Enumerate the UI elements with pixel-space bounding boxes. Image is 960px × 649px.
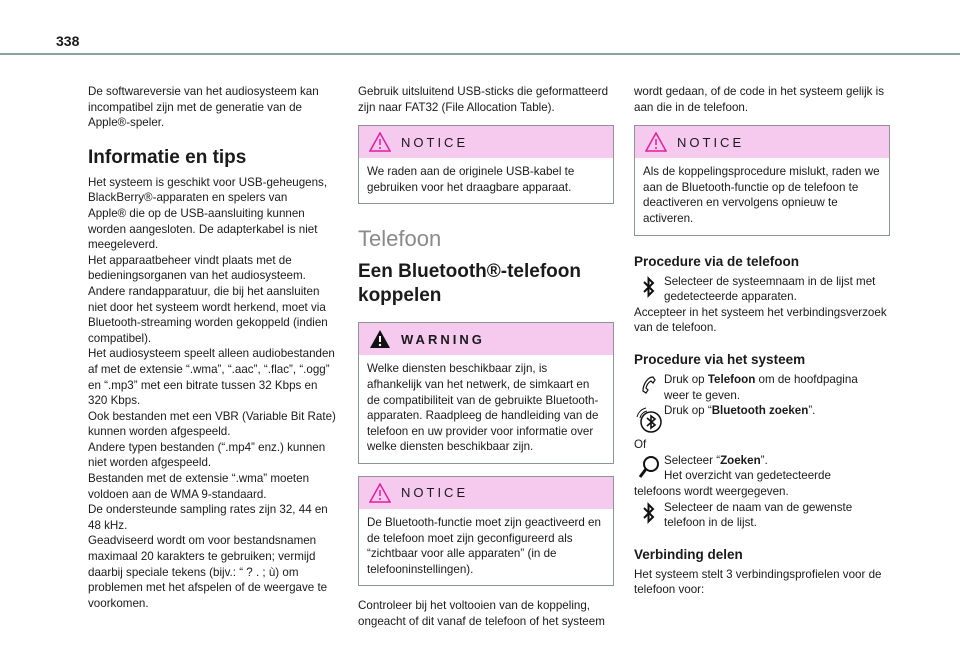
notice-box xyxy=(634,125,890,235)
step-text: Druk op “ xyxy=(664,404,712,418)
phone-handset-icon xyxy=(640,374,658,396)
notice-box xyxy=(358,476,614,586)
notice-icon xyxy=(369,483,391,503)
system-step-4: Selecteer de naam van de gewenste telefoon in de lijst. xyxy=(664,500,853,530)
notice-title: NOTICE xyxy=(677,134,745,150)
heading-procedure-systeem: Procedure via het systeem xyxy=(634,351,806,367)
section-title-telefoon: Telefoon xyxy=(358,226,442,252)
step-bold: Telefoon xyxy=(707,372,756,386)
column-right xyxy=(634,84,904,598)
column-middle xyxy=(358,84,628,630)
header-rule xyxy=(0,53,960,55)
notice-text: Als de koppelingsprocedure mislukt, raden we aan de Bluetooth-functie op de telefoon te deactiveren en vervolgens opnieuw te activeren. xyxy=(643,165,880,225)
koppeling-paragraph: Controleer bij het voltooien van de koppeling, ongeacht of dit vanaf de telefoon of het systeem xyxy=(358,599,605,628)
system-step-1 xyxy=(664,372,858,403)
system-step-2 xyxy=(664,403,815,419)
bluetooth-search-icon xyxy=(634,405,664,435)
step-bold: Zoeken xyxy=(720,453,761,467)
heading-informatie: Informatie en tips xyxy=(88,146,247,168)
warning-box xyxy=(358,322,614,464)
or-label: Of xyxy=(634,438,647,452)
heading-bluetooth-koppelen: Een Bluetooth®-telefoon koppelen xyxy=(358,261,581,307)
step-text: Selecteer “ xyxy=(664,453,721,467)
bluetooth-icon xyxy=(643,502,655,524)
notice-text: De Bluetooth-functie moet zijn geactiveerd en de telefoon moet zijn geconfigureerd als “zichtbaar voor alle apparaten” (in de telefooninstellingen). xyxy=(367,515,601,576)
warning-text: Welke diensten beschikbaar zijn, is afhankelijk van het netwerk, de simkaart en de compatibiliteit van de gebruikte Bluetooth- apparaten. Raadpleeg de handleiding van de telefoon en uw provider voor informatie over welke diensten beschikbaar zijn. xyxy=(367,362,599,454)
step-text: om de hoofdpagina weer te geven. xyxy=(664,372,858,402)
step-text: ”. Het overzicht van gedetecteerde xyxy=(664,453,831,483)
page-number: 338 xyxy=(56,33,80,49)
step-text: ”. xyxy=(808,404,816,418)
notice-icon xyxy=(645,132,667,152)
info-paragraph: Het systeem is geschikt voor USB-geheugens, BlackBerry®-apparaten en spelers van Apple® die op de USB-aansluiting kunnen worden aangesloten. De adapterkabel is niet meegeleverd. Het apparaatbeheer vindt plaats met de bedieningsorganen van het audiosysteem. Andere randapparatuur, die bij het aansluiten niet door het systeem wordt herkend, moet via Bluetooth-streaming worden gekoppeld (indien compatibel). Het audiosysteem speelt alleen audiobestanden af met de extensie “.wma”, “.aac”, “.flac”, “.ogg” en “.mp3” met een bitrate tussen 32 Kbps en 320 Kbps. Ook bestanden met een VBR (Variable Bit Rate) kunnen worden afgespeeld. Andere typen bestanden (“.mp4” enz.) kunnen niet worden afgespeeld. Bestanden met de extensie “.wma” moeten voldoen aan de WMA 9-standaard. De ondersteunde sampling rates zijn 32, 44 en 48 kHz. Geadviseerd wordt om voor bestandsnamen maximaal 20 karakters te gebruiken; vermijd daarbij speciale tekens (bijv.: “ ? . ; ù) om problemen met het afspelen of de weergave te voorkomen. xyxy=(88,175,336,610)
notice-icon xyxy=(369,132,391,152)
usb-paragraph: Gebruik uitsluitend USB-sticks die geformatteerd zijn naar FAT32 (File Allocation Table). xyxy=(358,85,609,114)
phone-paragraph: Accepteer in het systeem het verbindingsverzoek van de telefoon. xyxy=(634,305,887,335)
heading-verbinding-delen: Verbinding delen xyxy=(634,546,743,562)
notice-title: NOTICE xyxy=(401,485,469,501)
notice-text: We raden aan de originele USB-kabel te gebruiken voor het draagbare apparaat. xyxy=(367,165,575,194)
step-text: Druk op xyxy=(664,372,708,386)
step-bold: Bluetooth zoeken xyxy=(711,404,809,418)
bluetooth-icon xyxy=(643,276,655,298)
code-paragraph: wordt gedaan, of de code in het systeem gelijk is aan die in de telefoon. xyxy=(634,85,885,114)
phone-step: Selecteer de systeemnaam in de lijst met gedetecteerde apparaten. xyxy=(664,274,876,304)
search-icon xyxy=(638,455,660,479)
intro-paragraph: De softwareversie van het audiosysteem kan incompatibel zijn met de generatie van de Apple®-speler. xyxy=(88,85,319,130)
column-left xyxy=(88,84,358,611)
warning-icon xyxy=(369,329,391,349)
system-step-3 xyxy=(664,453,831,484)
warning-title: WARNING xyxy=(401,331,485,347)
notice-box xyxy=(358,125,614,204)
share-paragraph: Het systeem stelt 3 verbindingsprofielen voor de telefoon voor: xyxy=(634,567,882,597)
system-step-3-cont: telefoons wordt weergegeven. xyxy=(634,484,789,498)
notice-title: NOTICE xyxy=(401,134,469,150)
heading-procedure-telefoon: Procedure via de telefoon xyxy=(634,253,800,269)
